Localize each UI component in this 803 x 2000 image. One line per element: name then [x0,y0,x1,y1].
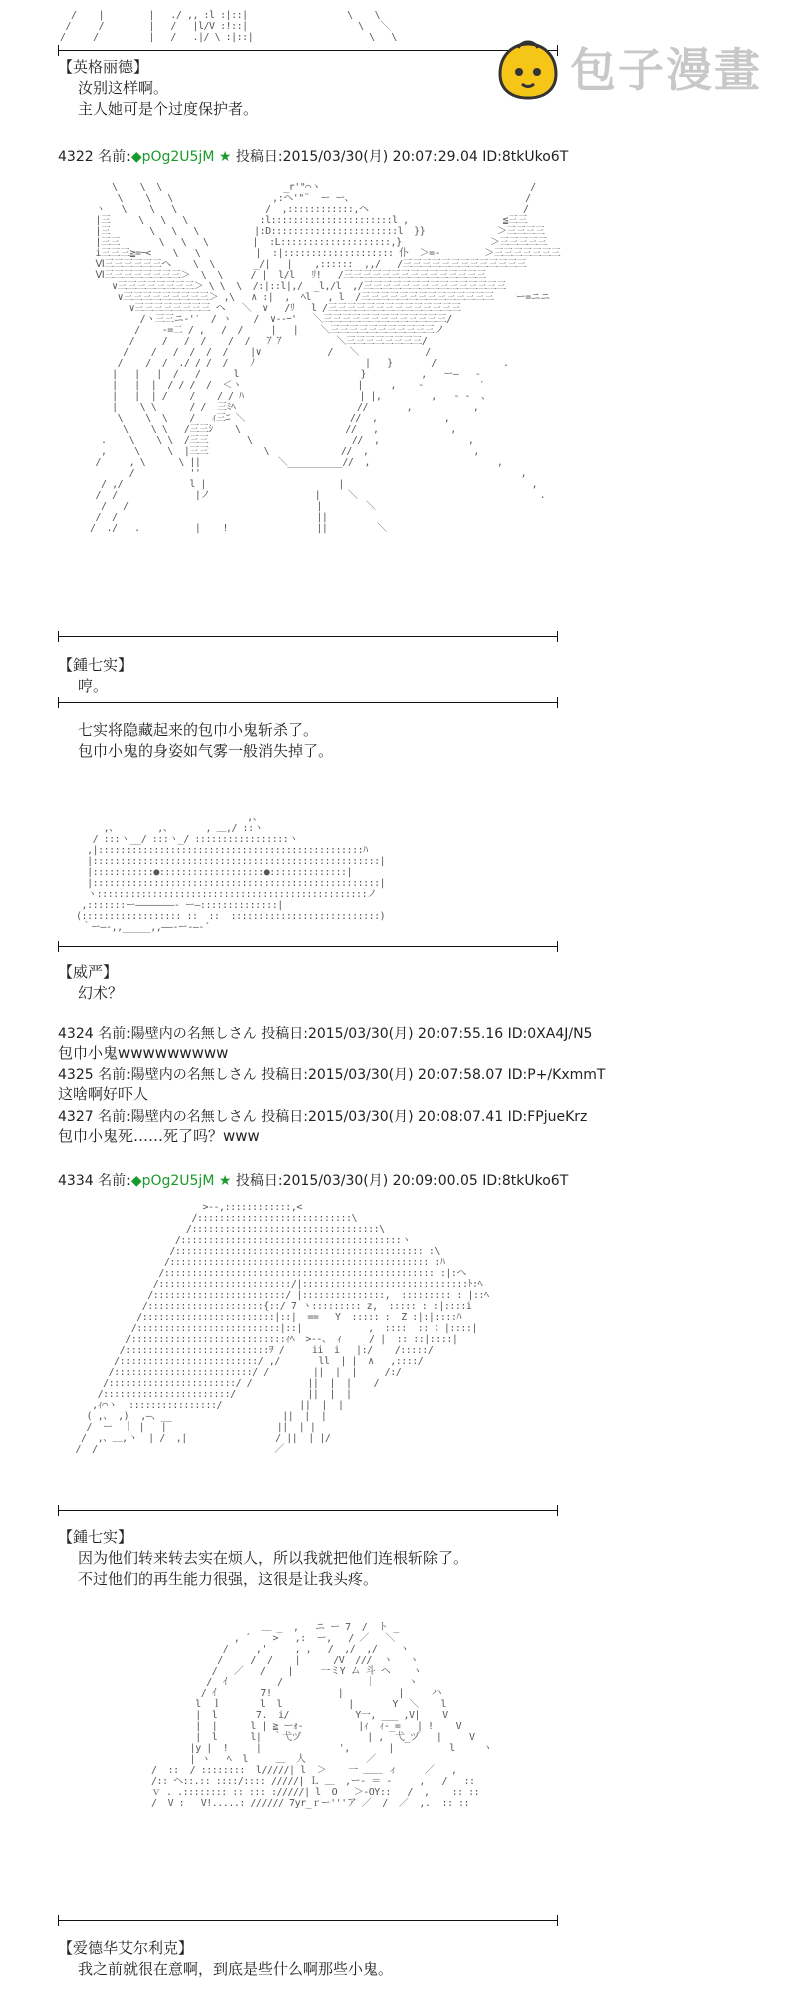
ascii-art-edward: ＿ _ , ニ ー 7 / ト _ , ´ > ,: ー, / ／ ＼ / ,' , , / ,/ ,/ ヽ / / / | /V /// ヽ ヽ / ／ / | 一ミY ム 斗 ヘ ヽ / ｲ / ｜ ヽ / ｲ 7! | | ハ l ｌ l l | Y ＼ l | l 7. i/ Y一, ___ ,V| V | | l | ≧ ーｫ- |ｨ ｨ-_= | ! V | l l| ｀弋ヅ | , 弋_ヅ | V |y | ! | ', | l ヽ | ヽ ﾍ l ＿ 人 ／ / :: / :::::::: l/////| l ＞ 一 ＿＿ ィ ／ , /:: ヘ::.:: ::::/:::: /////| Ｌ ＿ ,ー‐ ＝ ‐ , / :: ｖ . .:::::::: :: ::: ://///| l O ＞-OY:: / , :: :: / V : V!.....: ////// 7yr_ｒー'''ア ／ / ／ ,. :: :: [151,1622,492,1809]
ascii-art-top-fragment: / | | ./ ,, :l :|::| \ \ / / | / |l/V :!::| \ ＼ / / | / .|/ \ :|::| \ \ [60,10,397,43]
post-tripcode[interactable]: ◆pOg2U5jM [130,1173,215,1189]
watermark-logo [492,32,792,112]
dialogue-line: 因为他们转来转去实在烦人，所以我就把他们连根斩除了。 [78,1549,469,1567]
post-header-4322 [58,148,568,166]
post-header-4334 [58,1172,568,1190]
divider-5 [58,1510,558,1511]
divider-6 [58,1920,558,1921]
bun-logo-icon [492,34,564,106]
post-number: 4334 [58,1173,94,1189]
narration-line: 七实将隐藏起来的包巾小鬼斩杀了。 [78,721,319,739]
post-header-4324: 4324 名前:陽壁内の名無しさん 投稿日:2015/03/30(月) 20:07:55.16 ID:0XA4J/N5 [58,1026,593,1042]
star-icon: ★ [218,149,232,165]
speaker-name: 【威严】 [58,963,119,981]
post-date-id: 投稿日:2015/03/30(月) 20:09:00.05 ID:8tkUko6T [235,1173,569,1189]
star-icon: ★ [218,1173,232,1189]
divider-2 [58,636,558,637]
post-number: 4322 [58,149,94,165]
post-body-4327: 包巾小鬼死……死了吗？www [58,1127,260,1145]
dialogue-line: 不过他们的再生能力很强，这很是让我头疼。 [78,1570,379,1588]
divider-4 [58,946,558,947]
ascii-art-little-demon: ,、 ,、 ,、 , ＿,/ ::ヽ / :::ヽ__/ :::ヽ_/ :::::::::::::::::ヽ ,|::::::::::::::::::::::::::::::::::::::::::::::::ﾊ |::::::::::::::::::::::::::::::::::::::::::::::::::::| |:::::::::::●:::::::::::::::::::●::::::::::::::| |::::::::::::::::::::::::::::::::::::::::::::::::::::| ヽ:::::::::::::::::::::::::::::::::::::::::::::::::ノ ,:::::::ー―――――――‐ ー―::::::::::::::| (:::::::::::::::::: :: :: :::::::::::::::::::::::::::) ｀ー―‐,,_____,,――‐ー‐―‐´ [76,812,386,933]
post-body-4324: 包巾小鬼wwwwwwwww [58,1044,229,1062]
divider-3 [58,702,558,703]
post-body-4325: 这啥啊好吓人 [58,1085,149,1103]
watermark-text: 包子漫畫 [570,43,762,97]
post-header-4325: 4325 名前:陽壁内の名無しさん 投稿日:2015/03/30(月) 20:07:58.07 ID:P+/KxmmT [58,1067,606,1083]
dialogue-line: 哼。 [78,677,109,695]
post-header-4327: 4327 名前:陽壁内の名無しさん 投稿日:2015/03/30(月) 20:08:07.41 ID:FPjueKrz [58,1109,588,1125]
ascii-art-nanami-portrait: >‐-,::::::::::::,< /::::::::::::::::::::::::::::\ /::::::::::::::::::::::::::::::::::\ /::::::::::::::::::::::::::::::::::::::::ヽ /::::::::::::::::::::::::::::::::::::::::::::: :\ /::::::::::::::::::::::::::::::::::::::::::::::: :ﾊ /::::::::::::::::::::::::::::::::::::::::::::::::: :|:ヘ /::::::::::::::::::::::::/|::::::::::::::::::::::::::::::ﾄ:ﾍ /::::::::::::::::::::::::/ |:::::::::::::::, ::::::::: : |::ﾍ /:::::::::::::::::::::{::/ 7 ヽ::::::::: z, ::::: : :|::::i /::::::::::::::::::::::::|::| == Y ::::: : Z :|:|::::ﾊ /::::::::::::::::::::::::::|::| , :::: :: ：|::::| /::::::::::::::::::::::::::::ｨﾍ >‐-、 ｨ / | :: ::|::::| /::::::::::::::::::::::::::ｦ / ii i |:/ /:::::/ /:::::::::::::::::::::::::/ ,/ ll | | ∧ ,::::/ /:::::::::::::::::::::::::/ / || | | /:/ /:::::::::::::::::::::::/ / || | | / /:::::::::::::::::::::::/ || | | ,ｨ⌒ヽ ::::::::::::::::/ || | | ( ,、 ,) ,―、__ || | | / ー ｜ | | || | | / ,、＿,ヽ | / ,| / || | |/ / / ／ [75,1202,489,1455]
narration-line: 包巾小鬼的身姿如气雾一般消失掉了。 [78,742,334,760]
post-date-id: 投稿日:2015/03/30(月) 20:07:29.04 ID:8tkUko6T [235,149,569,165]
dialogue-line: 我之前就很在意啊，到底是些什么啊那些小鬼。 [78,1960,394,1978]
post-tripcode[interactable]: ◆pOg2U5jM [130,149,215,165]
dialogue-line: 汝别这样啊。 [78,79,169,97]
dialogue-line: 幻术？ [78,984,124,1002]
dialogue-line: 主人她可是个过度保护者。 [78,100,259,118]
speaker-name: 【爱德华艾尔利克】 [58,1939,194,1957]
post-name-label: 名前: [98,149,131,165]
speaker-name: 【鍾七实】 [58,656,134,674]
ascii-art-nanami-slash: \ \ \ _r'"⌒ヽ / \ \ \ ,:ヘ'"¨ ー ー、 / ヽ \ \ \ / ,::::::::::::,ヘ / |三 \ \ \ :l::::::::::::::::::::::l , ≦三三 |三 \ \ \ |:D:::::::::::::::::::::::l }} ＞三三三三 |三三 \ \ \ | :L::::::::::::::::::::,} ＞三三三三三 i三三三≧=ｰ< \ \ | :|:::::::::::::::::::: 仆 ＞=- ＞三三三三三三三 Ⅵ三三三三三三ヘ \ \ _/| | ,:::::: ,,/ /三三三三三三三三三三三三三 Ⅵ三三三三三三三三＞ \ \ / | l/l ﾘ! /三三三三三三三三三三三三三三三 ∨三三三三三三三三＞ \ \ \ /:|::l|,/ _l,/l ,/三三三三三三三三三三三三三三三 ∨三三三三三三三三三＞ ,\ ∧ :| , ﾍl , l /三三三三三三三三三三三三三三 ー=ニニ ∨三三三三三三三三 ヘ ＼ ∨ /ﾘ l /三三三三三三三三三三三三三三 /ヽ三三ニ-'′ / ヽ / ∨-‐ｰ' ＼三三三三三三三三三三三三三/ / ‐=二 / , / / | | ＼三三三三三三三三三三三ノ / / / / / / ｱ ｱ ＼三三三三三三三三/ / / / / / / |∨ / ＼ / / / / ./ / / / ﾉ | } / . | | | / / l } , ー― ‐ | | | / / / / ＜ヽ | , ‐ ′ | | | / / / / ﾊ | |, , ‐ ‐ 、 | \ \ / / 三ﾐﾍ // , , \ \ \ / ｨ三ﾆ ＼ // , , \ \ \ /三三ｼ \ // , , . \ \ \ /三三 \ // , , , \ \ |三三 \ // , , / , \ \ || ＼__________// , , / '' , / ,/ l | | , / / |ノ | ＼ . / / | ＼ / / || / ./ . | ! || ＼ [90,182,561,534]
speaker-name: 【英格丽德】 [58,58,149,76]
post-name-label: 名前: [98,1173,131,1189]
speaker-name: 【鍾七实】 [58,1528,134,1546]
divider-1 [58,50,558,51]
